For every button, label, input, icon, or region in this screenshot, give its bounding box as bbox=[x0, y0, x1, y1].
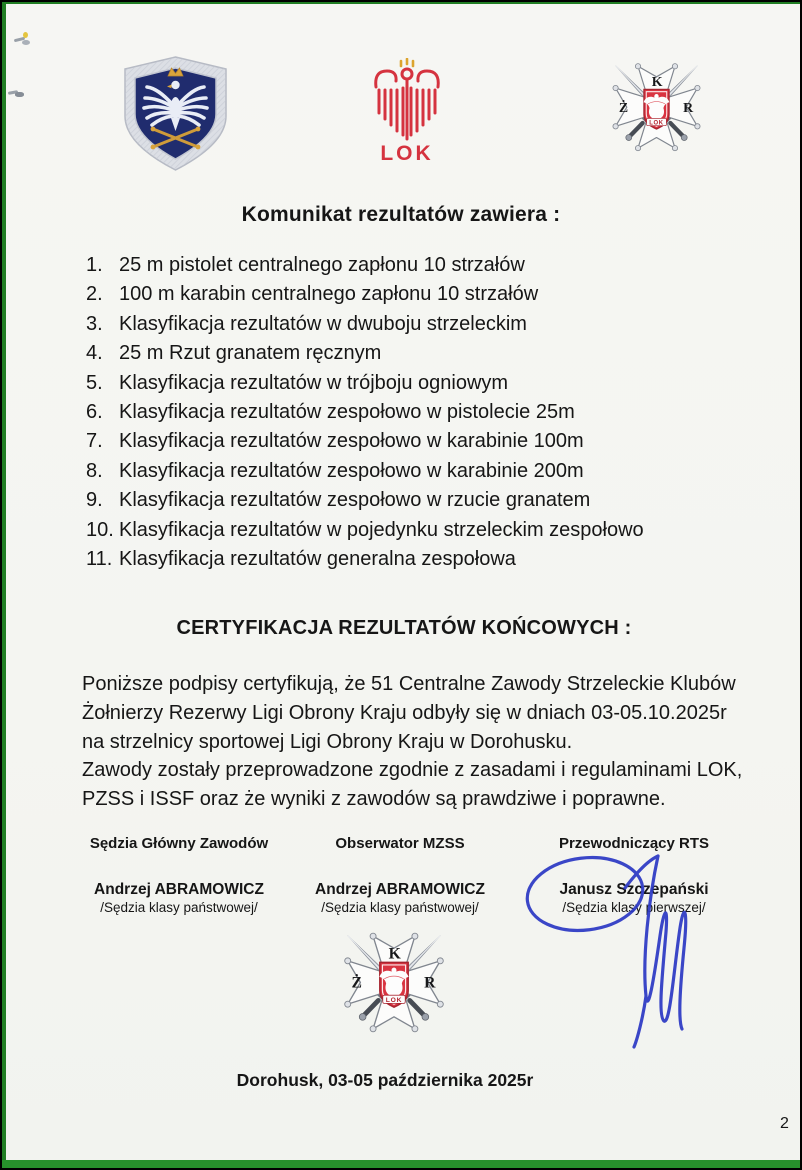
kzr-badge-icon bbox=[338, 928, 450, 1040]
list-item: 4. 25 m Rzut granatem ręcznym bbox=[86, 342, 382, 365]
page-number: 2 bbox=[780, 1115, 789, 1132]
footer-dateline: Dorohusk, 03-05 października 2025r bbox=[236, 1070, 534, 1090]
list-item: 2. 100 m karabin centralnego zapłonu 10 strzałów bbox=[86, 283, 539, 306]
list-item: 8. Klasyfikacja rezultatów zespołowo w karabinie 200m bbox=[86, 459, 584, 482]
list-item: 10. Klasyfikacja rezultatów w pojedynku strzeleckim zespołowo bbox=[86, 518, 644, 541]
page-title: Komunikat rezultatów zawiera : bbox=[241, 203, 561, 226]
certification-line: Żołnierzy Rezerwy Ligi Obrony Kraju odbyły się w dniach 03-05.10.2025r bbox=[82, 701, 727, 724]
certification-line: PZSS i ISSF oraz że wyniki z zawodów są prawdziwe i poprawne. bbox=[82, 788, 666, 811]
certification-line: Poniższe podpisy certyfikują, że 51 Centralne Zawody Strzeleckie Klubów bbox=[82, 673, 736, 695]
staple-mark bbox=[8, 88, 26, 100]
list-item: 6. Klasyfikacja rezultatów zespołowo w pistolecie 25m bbox=[86, 401, 575, 424]
signature-block-observer bbox=[290, 835, 510, 915]
lok-logo-label: LOK bbox=[380, 142, 434, 164]
list-item: 7. Klasyfikacja rezultatów zespołowo w karabinie 100m bbox=[86, 430, 584, 453]
list-item: 5. Klasyfikacja rezultatów w trójboju ogniowym bbox=[86, 371, 509, 394]
certification-paragraph bbox=[82, 670, 782, 814]
scan-edge-bottom bbox=[2, 1160, 800, 1168]
signature-role: Sędzia Główny Zawodów bbox=[89, 835, 269, 852]
certification-heading: CERTYFIKACJA REZULTATÓW KOŃCOWYCH : bbox=[176, 617, 632, 639]
scan-edge-left bbox=[2, 2, 6, 1168]
results-list bbox=[86, 251, 644, 574]
signature-role: Obserwator MZSS bbox=[335, 835, 465, 852]
scan-edge-top bbox=[2, 2, 800, 4]
army-eagle-patch-icon bbox=[119, 54, 232, 173]
kzr-badge-icon bbox=[607, 59, 706, 158]
staple-mark bbox=[14, 32, 32, 48]
list-item: 11. Klasyfikacja rezultatów generalna zespołowa bbox=[86, 548, 516, 571]
lok-logo-icon bbox=[373, 58, 441, 164]
list-item: 1. 25 m pistolet centralnego zapłonu 10 strzałów bbox=[86, 254, 525, 276]
certification-line: Zawody zostały przeprowadzone zgodnie z zasadami i regulaminami LOK, bbox=[82, 759, 743, 782]
signature-block-rts-chairman bbox=[519, 835, 749, 915]
list-item: 9. Klasyfikacja rezultatów zespołowo w rzucie granatem bbox=[86, 489, 591, 512]
signature-block-chief-judge bbox=[69, 835, 289, 915]
signature-class: /Sędzia klasy pierwszej/ bbox=[562, 900, 706, 915]
signature-class: /Sędzia klasy państwowej/ bbox=[100, 900, 258, 915]
signature-name: Andrzej ABRAMOWICZ bbox=[315, 881, 485, 898]
signature-class: /Sędzia klasy państwowej/ bbox=[321, 900, 479, 915]
signature-role: Przewodniczący RTS bbox=[558, 835, 710, 852]
certification-line: na strzelnicy sportowej Ligi Obrony Kraju w Dorohusku. bbox=[82, 730, 573, 753]
signature-name: Andrzej ABRAMOWICZ bbox=[94, 881, 264, 898]
signature-name: Janusz Szczepański bbox=[559, 881, 709, 898]
list-item: 3. Klasyfikacja rezultatów w dwuboju strzeleckim bbox=[86, 312, 527, 335]
